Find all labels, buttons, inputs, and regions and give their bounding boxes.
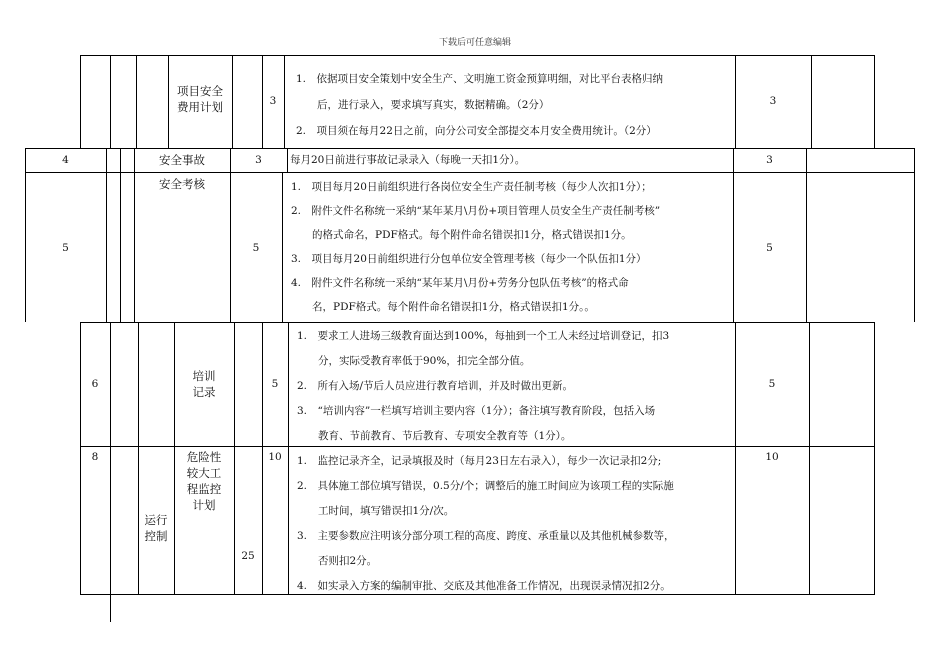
criteria-line: 4. 如实录入方案的编制审批、交底及其他准备工作情况，出现误录情况扣2分。 bbox=[297, 580, 671, 592]
item-label-line: 危险性 bbox=[186, 450, 222, 464]
criteria-line: 每月20日前进行事故记录录入（每晚一天扣1分）。 bbox=[290, 154, 526, 166]
row-number: 6 bbox=[91, 378, 99, 390]
score-cell: 10 bbox=[268, 451, 282, 463]
group-label bbox=[138, 512, 174, 544]
criteria-line: 2. 具体施工部位填写错误，0.5分/个；调整后的施工时间应为该项工程的实际施 bbox=[297, 480, 674, 492]
criteria-line: 2. 附件文件名称统一采纳“某年某月\月份+项目管理人员安全生产责任制考核” bbox=[291, 205, 661, 217]
item-label: 安全考核 bbox=[159, 177, 205, 191]
group-label-line: 运行 bbox=[144, 513, 168, 527]
criteria-text bbox=[296, 66, 663, 144]
criteria-line: 1. 依据项目安全策划中安全生产、文明施工资金预算明细，对比平台表格归纳 bbox=[296, 73, 664, 85]
criteria-line: 4. 附件文件名称统一采纳“某年某月\月份+劳务分包队伍考核”的格式命 bbox=[291, 277, 629, 289]
criteria-line: 3. “培训内容”一栏填写培训主要内容（1分）；备注填写教育阶段，包括入场 bbox=[297, 405, 656, 417]
criteria-line: 后，进行录入，要求填写真实，数据精确。（2分） bbox=[296, 99, 550, 111]
item-label-line: 费用计划 bbox=[177, 100, 223, 114]
score-cell-2: 10 bbox=[765, 451, 779, 463]
criteria-line: 教育、节前教育、节后教育、专项安全教育等（1分）。 bbox=[297, 430, 572, 442]
criteria-line: 1. 监控记录齐全，记录填报及时（每月23日左右录入），每少一次记录扣2分; bbox=[297, 455, 662, 467]
criteria-line: 1. 要求工人进场三级教育面达到100%，每抽到一个工人未经过培训登记，扣3 bbox=[297, 330, 670, 342]
item-label-line: 计划 bbox=[192, 498, 216, 512]
row-number: 5 bbox=[62, 242, 69, 254]
item-label: 安全事故 bbox=[159, 153, 205, 167]
score-cell: 5 bbox=[271, 378, 279, 390]
criteria-line: 3. 项目每月20日前组织进行分包单位安全管理考核（每少一个队伍扣1分） bbox=[291, 253, 647, 265]
criteria-text bbox=[297, 449, 675, 599]
item-label-line: 记录 bbox=[192, 385, 216, 399]
criteria-line: 1. 项目每月20日前组织进行各岗位安全生产责任制考核（每少人次扣1分）； bbox=[291, 181, 652, 193]
criteria-line: 工时间，填写错误扣1分/次。 bbox=[297, 505, 455, 517]
page-header: 下载后可任意编辑 bbox=[438, 38, 511, 48]
item-label-line: 项目安全 bbox=[177, 84, 223, 98]
row-number: 4 bbox=[62, 154, 69, 166]
criteria-line: 分，实际受教育率低于90%，扣完全部分值。 bbox=[297, 355, 531, 367]
criteria-text bbox=[297, 324, 669, 449]
score-cell-2: 3 bbox=[769, 95, 777, 107]
row-number: 8 bbox=[91, 451, 99, 463]
group-total-score: 25 bbox=[241, 550, 255, 562]
criteria-line: 名，PDF格式。每个附件命名错误扣1分，格式错误扣1分。。 bbox=[291, 301, 595, 313]
item-label-line: 培训 bbox=[192, 369, 216, 383]
criteria-line: 3. 主要参数应注明该分部分项工程的高度、跨度、承重量以及其他机械参数等， bbox=[297, 530, 675, 542]
score-cell: 3 bbox=[255, 154, 262, 166]
item-label-line: 程监控 bbox=[186, 482, 222, 496]
score-cell: 3 bbox=[269, 95, 277, 107]
item-label-line: 较大工 bbox=[186, 466, 222, 480]
score-cell-2: 5 bbox=[768, 378, 776, 390]
criteria-line: 否则扣2分。 bbox=[297, 555, 378, 567]
criteria-text bbox=[291, 175, 660, 319]
score-cell-2: 5 bbox=[766, 242, 773, 254]
criteria-line: 2. 所有入场/节后人员应进行教育培训，并及时做出更新。 bbox=[297, 380, 574, 392]
criteria-line: 2. 项目须在每月22日之前，向分公司安全部提交本月安全费用统计。（2分） bbox=[296, 125, 657, 137]
criteria-line: 的格式命名，PDF格式。每个附件命名错误扣1分，格式错误扣1分。 bbox=[291, 229, 632, 241]
score-cell-2: 3 bbox=[766, 154, 773, 166]
group-label-line: 控制 bbox=[144, 529, 168, 543]
score-cell: 5 bbox=[252, 242, 260, 254]
